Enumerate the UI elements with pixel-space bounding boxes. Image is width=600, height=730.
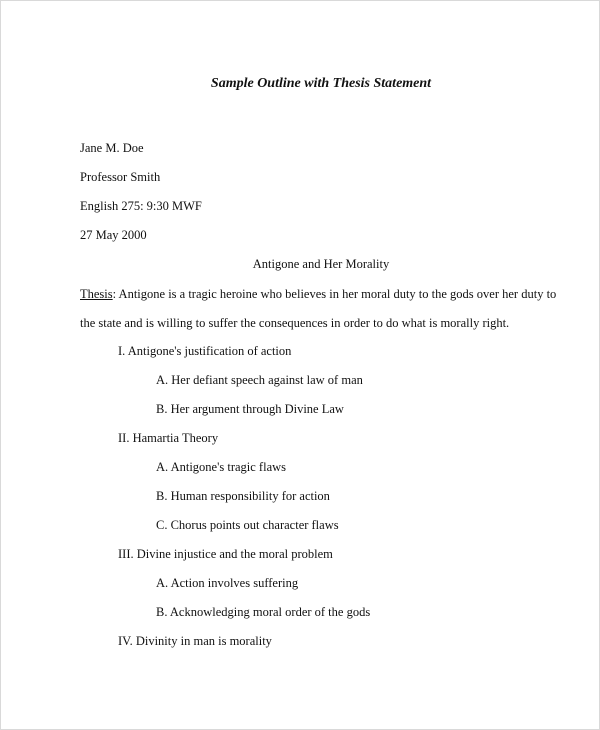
thesis-label: Thesis (80, 287, 113, 301)
outline-heading-1: I. Antigone's justification of action (118, 344, 292, 358)
thesis-text-1: : Antigone is a tragic heroine who believes in her moral duty to the gods over her duty to (112, 287, 557, 301)
thesis-line-1 (80, 286, 556, 302)
outline-heading-3: III. Divine injustice and the moral problem (118, 547, 333, 561)
outline-heading-2: II. Hamartia Theory (118, 431, 219, 445)
document-date: 27 May 2000 (80, 228, 147, 242)
document-title: Sample Outline with Thesis Statement (210, 76, 432, 91)
outline-item-1a: A. Her defiant speech against law of man (156, 373, 363, 387)
course-info: English 275: 9:30 MWF (80, 199, 202, 213)
thesis-line-2: the state and is willing to suffer the consequences in order to do what is morally right. (80, 316, 510, 330)
outline-item-3b: B. Acknowledging moral order of the gods (156, 605, 371, 619)
essay-title: Antigone and Her Morality (252, 257, 390, 271)
outline-item-2b: B. Human responsibility for action (156, 489, 330, 503)
outline-item-1b: B. Her argument through Divine Law (156, 402, 344, 416)
outline-item-3a: A. Action involves suffering (156, 576, 299, 590)
outline-item-2c: C. Chorus points out character flaws (156, 518, 339, 532)
professor-name: Professor Smith (80, 170, 161, 184)
outline-heading-4: IV. Divinity in man is morality (118, 634, 272, 648)
outline-item-2a: A. Antigone's tragic flaws (156, 460, 287, 474)
author-name: Jane M. Doe (80, 141, 144, 155)
